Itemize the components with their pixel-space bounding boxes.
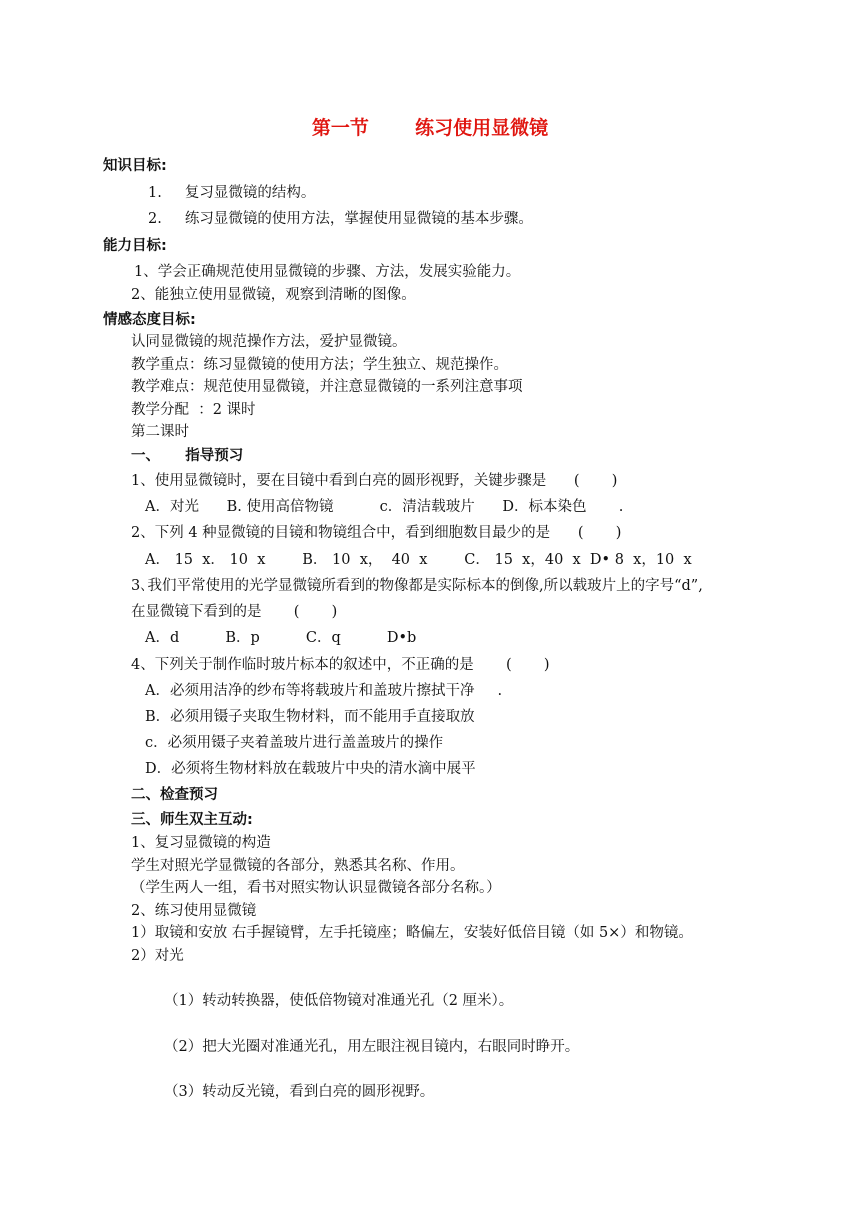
section-heading: 知识目标: bbox=[103, 158, 167, 174]
question-line: 1、使用显微镜时，要在目镜中看到白亮的圆形视野，关键步骤是 ( ) bbox=[131, 473, 618, 489]
text-line: （学生两人一组，看书对照实物认识显微镜各部分名称。） bbox=[131, 880, 501, 896]
option-line: A．d B．p C．q D•b bbox=[145, 630, 417, 646]
text-line: 认同显微镜的规范操作方法，爱护显微镜。 bbox=[131, 334, 407, 350]
text-line: 教学难点：规范使用显微镜，并注意显微镜的一系列注意事项 bbox=[131, 379, 523, 395]
section-heading: 能力目标: bbox=[103, 238, 167, 254]
text-line: 2、能独立使用显微镜，观察到清晰的图像。 bbox=[131, 287, 416, 303]
section-heading: 情感态度目标: bbox=[103, 312, 196, 328]
text-line: 第二课时 bbox=[131, 424, 189, 440]
option-line: A．对光 B. 使用高倍物镜 c．清洁载玻片 D．标本染色 . bbox=[145, 499, 624, 515]
section-heading: 一、 指导预习 bbox=[131, 448, 244, 464]
section-heading: 二、检查预习 bbox=[131, 787, 218, 803]
question-line: 在显微镜下看到的是 ( ) bbox=[131, 604, 338, 620]
page-title: 第一节 练习使用显微镜 bbox=[311, 117, 549, 139]
text-line: 教学重点：练习显微镜的使用方法；学生独立、规范操作。 bbox=[131, 357, 508, 373]
text-line: 教学分配 ：2 课时 bbox=[131, 402, 256, 418]
text-line: 1. 复习显微镜的结构。 bbox=[148, 185, 316, 201]
text-line: 学生对照光学显微镜的各部分，熟悉其名称、作用。 bbox=[131, 858, 465, 874]
text-line: （3）转动反光镜，看到白亮的圆形视野。 bbox=[164, 1084, 435, 1100]
text-line: 1、复习显微镜的构造 bbox=[131, 835, 271, 851]
option-line: D．必须将生物材料放在载玻片中央的清水滴中展平 bbox=[145, 761, 476, 777]
question-line: 4、下列关于制作临时玻片标本的叙述中，不正确的是 ( ) bbox=[131, 657, 550, 673]
section-heading: 三、师生双主互动: bbox=[131, 812, 253, 828]
option-line: A．必须用洁净的纱布等将载玻片和盖玻片擦拭干净 . bbox=[145, 683, 503, 699]
text-line: 1）取镜和安放 右手握镜臂，左手托镜座；略偏左，安装好低倍目镜（如 5×）和物镜。 bbox=[131, 925, 693, 941]
question-line: 3､我们平常使用的光学显微镜所看到的物像都是实际标本的倒像,所以载玻片上的字号“d”, bbox=[131, 578, 703, 594]
option-line: B．必须用镊子夹取生物材料，而不能用手直接取放 bbox=[145, 709, 475, 725]
option-line: c．必须用镊子夹着盖玻片进行盖盖玻片的操作 bbox=[145, 735, 444, 751]
text-line: （2）把大光圈对准通光孔，用左眼注视目镜内，右眼同时睁开。 bbox=[164, 1039, 580, 1055]
text-line: 2）对光 bbox=[131, 948, 184, 964]
text-line: 2. 练习显微镜的使用方法，掌握使用显微镜的基本步骤。 bbox=[148, 211, 533, 227]
option-line: A． 15 x． 10 x B． 10 x， 40 x C． 15 x，40 x D• 8 x，10 x bbox=[145, 552, 692, 568]
text-line: 1、学会正确规范使用显微镜的步骤、方法，发展实验能力。 bbox=[134, 264, 521, 280]
text-line: （1）转动转换器，使低倍物镜对准通光孔（2 厘米）。 bbox=[164, 993, 514, 1009]
text-line: 2、练习使用显微镜 bbox=[131, 903, 257, 919]
question-line: 2、下列 4 种显微镜的目镜和物镜组合中，看到细胞数目最少的是 ( ) bbox=[131, 525, 622, 541]
